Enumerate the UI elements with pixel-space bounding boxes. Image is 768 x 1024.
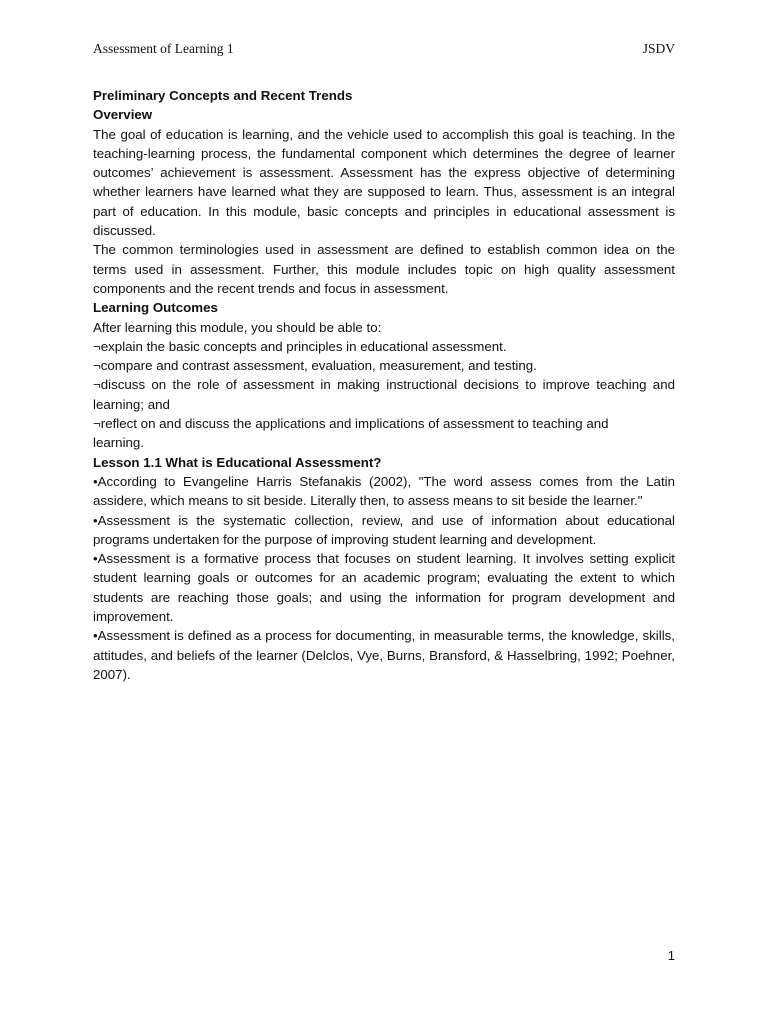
learning-outcome-item: ¬reflect on and discuss the applications and implications of assessment to teaching and — [93, 416, 609, 432]
learning-outcomes-intro: After learning this module, you should be able to: — [93, 319, 382, 335]
page-content — [93, 86, 675, 684]
learning-outcome-item-continuation: learning. — [93, 435, 145, 451]
overview-paragraph-1: The goal of education is learning, and the vehicle used to accomplish this goal is teaching. In the teaching-learning process, the fundamental component which determines the degree of learner outcomes’ achievement is assessment. Assessment has the express objective of determining whether learners have learned what they are supposed to learn. Thus, assessment is an integral part of education. In this module, basic concepts and principles in educational assessment is discussed. — [93, 126, 675, 239]
learning-outcome-item: ¬explain the basic concepts and principles in educational assessment. — [93, 338, 507, 354]
header-course-title: Assessment of Learning 1 — [93, 41, 234, 56]
header-author-initials: JSDV — [642, 41, 675, 56]
lesson-bullet: •Assessment is defined as a process for documenting, in measurable terms, the knowledge, skills, attitudes, and beliefs of the learner (Delclos, Vye, Burns, Bransford, & Hasselbring, 1992; Poehner, 2007). — [93, 628, 675, 682]
learning-outcome-item: ¬compare and contrast assessment, evaluation, measurement, and testing. — [93, 358, 537, 374]
learning-outcomes-heading: Learning Outcomes — [93, 300, 218, 316]
overview-paragraph-2: The common terminologies used in assessment are defined to establish common idea on the terms used in assessment. Further, this module includes topic on high quality assessment components and the recent trends and focus in assessment. — [93, 242, 675, 296]
lesson-bullet: •According to Evangeline Harris Stefanakis (2002), "The word assess comes from the Latin assidere, which means to sit beside. Literally then, to assess means to sit beside the learner." — [93, 473, 675, 509]
page-header — [93, 41, 675, 61]
lesson-bullet: •Assessment is the systematic collection, review, and use of information about educational programs undertaken for the purpose of improving student learning and development. — [93, 512, 675, 547]
page-number: 1 — [667, 948, 675, 963]
learning-outcome-item: ¬discuss on the role of assessment in making instructional decisions to improve teaching and learning; and — [93, 377, 675, 412]
lesson-bullet: •Assessment is a formative process that focuses on student learning. It involves setting explicit student learning goals or outcomes for an academic program; evaluating the extent to which students are reaching those goals; and using the information for program development and improvement. — [93, 551, 675, 625]
module-title: Preliminary Concepts and Recent Trends — [93, 88, 353, 103]
lesson-title: Lesson 1.1 What is Educational Assessment? — [93, 454, 382, 470]
overview-heading: Overview — [93, 107, 153, 123]
